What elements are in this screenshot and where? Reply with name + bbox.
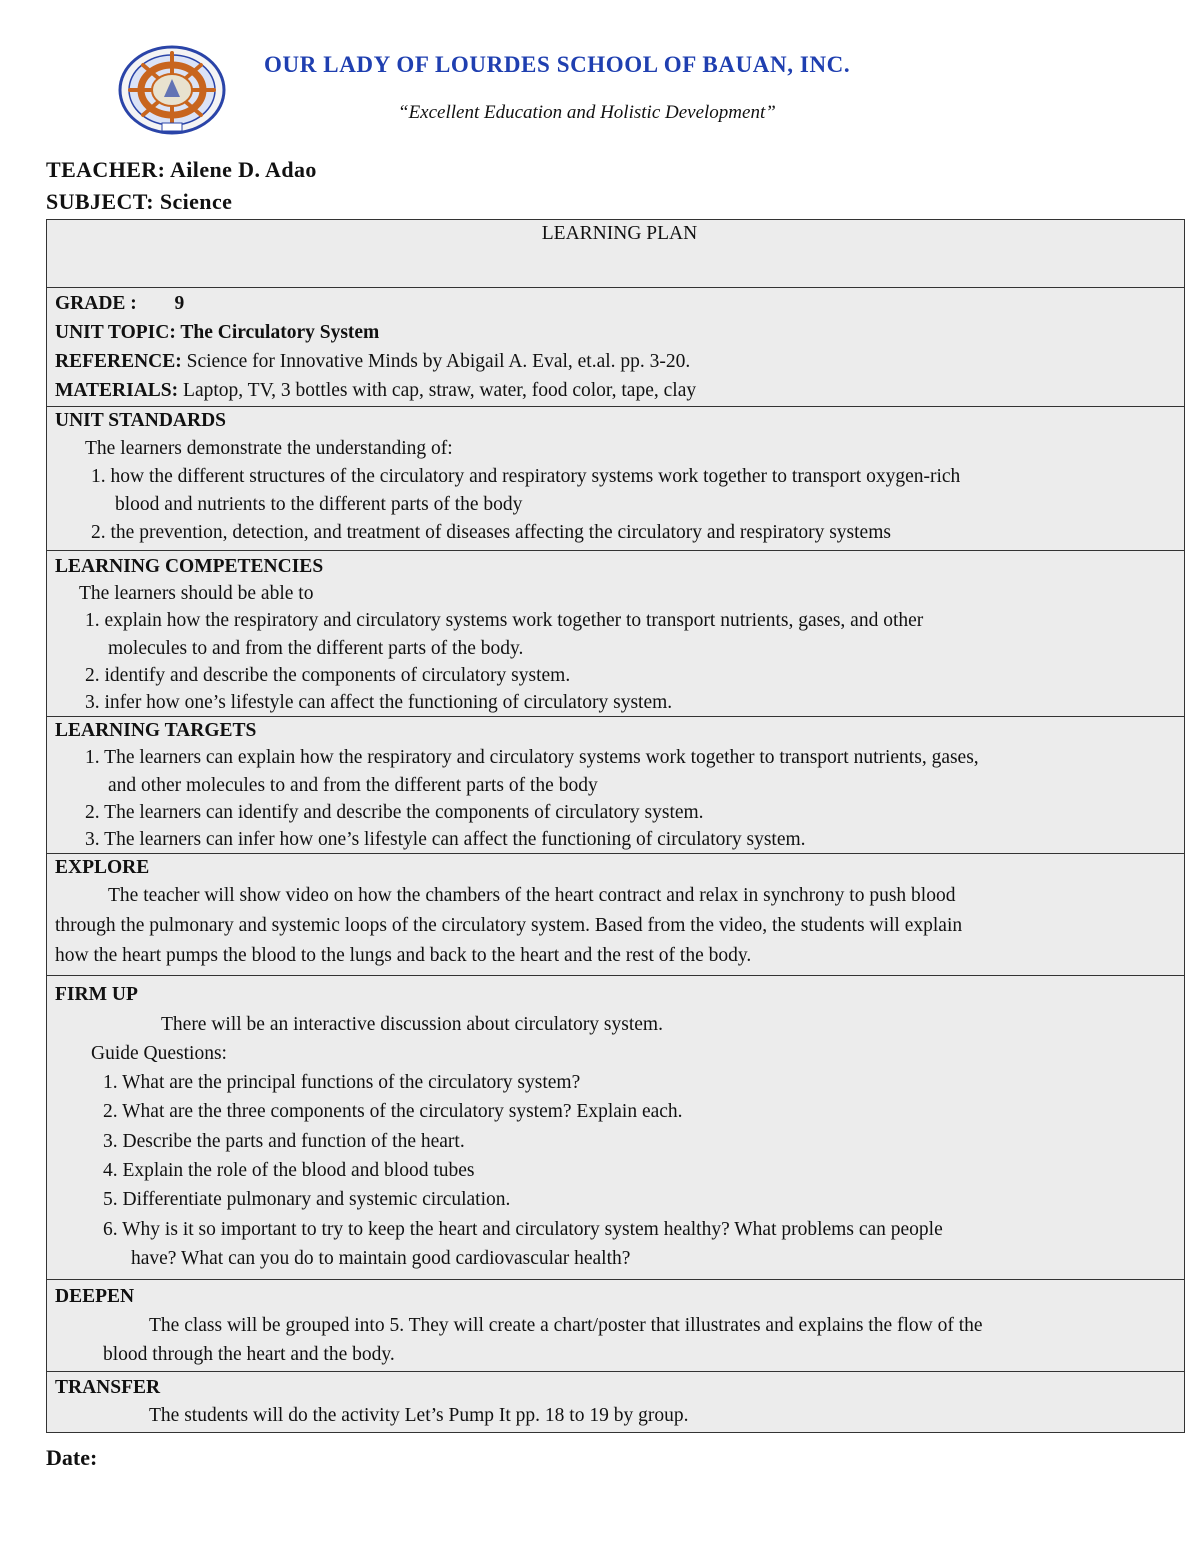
guide-questions-list bbox=[55, 1068, 1184, 1273]
teacher-line: TEACHER: Ailene D. Adao bbox=[46, 157, 317, 182]
list-text: explain how the respiratory and circulatory systems work together to transport nutrients, gases, and other bbox=[104, 610, 924, 632]
list-item bbox=[55, 1097, 1184, 1126]
explore-line-2: through the pulmonary and systemic loops of the circulatory system. Based from the video, the students will explain bbox=[55, 915, 963, 937]
list-item bbox=[55, 689, 1184, 716]
plan-title: LEARNING PLAN bbox=[541, 223, 698, 244]
reference-line bbox=[55, 348, 1184, 377]
learning-targets-cell bbox=[47, 717, 1184, 854]
grade-line bbox=[55, 289, 1184, 319]
explore-line-3: how the heart pumps the blood to the lungs and back to the heart and the rest of the body. bbox=[55, 945, 752, 967]
list-number: 3. bbox=[103, 1130, 118, 1152]
list-item bbox=[55, 1068, 1184, 1097]
list-text: Differentiate pulmonary and systemic circulation. bbox=[122, 1189, 511, 1211]
list-number: 4. bbox=[103, 1160, 118, 1182]
school-seal-logo bbox=[118, 45, 226, 135]
list-number: 2. bbox=[103, 1101, 118, 1123]
list-text: Describe the parts and function of the heart. bbox=[122, 1130, 465, 1152]
list-item bbox=[55, 744, 1184, 798]
unit-topic: UNIT TOPIC: The Circulatory System bbox=[55, 322, 380, 343]
list-number: 2. bbox=[85, 801, 100, 823]
plan-title-cell bbox=[47, 220, 1184, 288]
list-text: What are the three components of the circulatory system? Explain each. bbox=[122, 1101, 683, 1123]
list-item bbox=[55, 1215, 1184, 1274]
firm-up-intro: There will be an interactive discussion about circulatory system. bbox=[161, 1013, 663, 1035]
list-number: 1. bbox=[85, 747, 100, 769]
reference-value: Science for Innovative Minds by Abigail A. Eval, et.al. pp. 3-20. bbox=[186, 351, 691, 372]
firm-up-heading: FIRM UP bbox=[55, 984, 138, 1006]
guide-questions-label: Guide Questions: bbox=[91, 1042, 227, 1064]
list-text: identify and describe the components of circulatory system. bbox=[104, 664, 571, 686]
transfer-heading: TRANSFER bbox=[55, 1377, 161, 1399]
learning-plan-table bbox=[46, 219, 1185, 1433]
list-number: 2. bbox=[91, 522, 106, 543]
list-number: 3. bbox=[85, 829, 100, 851]
list-text-continued: blood and nutrients to the different parts of the body bbox=[115, 494, 523, 515]
list-number: 6. bbox=[103, 1218, 118, 1240]
document-header bbox=[0, 0, 1200, 150]
list-number: 5. bbox=[103, 1189, 118, 1211]
list-number: 2. bbox=[85, 664, 100, 686]
plan-info-cell bbox=[47, 288, 1184, 407]
unit-standards-intro: The learners demonstrate the understanding of: bbox=[85, 438, 453, 459]
list-text: The learners can identify and describe the components of circulatory system. bbox=[104, 801, 704, 823]
materials-value: Laptop, TV, 3 bottles with cap, straw, water, food color, tape, clay bbox=[183, 380, 697, 401]
list-text: Explain the role of the blood and blood tubes bbox=[122, 1160, 475, 1182]
transfer-cell bbox=[47, 1372, 1184, 1432]
reference-label: REFERENCE: bbox=[55, 351, 182, 372]
explore-cell bbox=[47, 854, 1184, 976]
firm-up-cell bbox=[47, 976, 1184, 1280]
list-text-continued: molecules to and from the different parts of the body. bbox=[108, 637, 524, 659]
unit-standards-heading: UNIT STANDARDS bbox=[55, 410, 227, 431]
competencies-intro: The learners should be able to bbox=[79, 583, 314, 605]
targets-list bbox=[55, 744, 1184, 853]
school-motto: “Excellent Education and Holistic Development” bbox=[398, 102, 776, 123]
grade-label: GRADE : bbox=[55, 293, 137, 314]
list-item bbox=[55, 1127, 1184, 1156]
deepen-line-1: The class will be grouped into 5. They will create a chart/poster that illustrates and explains the flow of the bbox=[149, 1315, 983, 1337]
list-text: The learners can explain how the respiratory and circulatory systems work together to transport nutrients, gases, bbox=[104, 747, 979, 769]
list-text-continued: have? What can you do to maintain good cardiovascular health? bbox=[131, 1247, 631, 1269]
targets-heading: LEARNING TARGETS bbox=[55, 720, 257, 742]
materials-label: MATERIALS: bbox=[55, 380, 179, 401]
school-name: OUR LADY OF LOURDES SCHOOL OF BAUAN, INC. bbox=[264, 52, 851, 77]
explore-line-1: The teacher will show video on how the chambers of the heart contract and relax in synchrony to push blood bbox=[108, 885, 956, 907]
competencies-heading: LEARNING COMPETENCIES bbox=[55, 556, 324, 577]
unit-standards-list bbox=[55, 463, 1184, 547]
explore-heading: EXPLORE bbox=[55, 857, 150, 879]
list-item bbox=[55, 799, 1184, 826]
list-item bbox=[55, 463, 1184, 519]
materials-line bbox=[55, 377, 1184, 405]
deepen-cell bbox=[47, 1280, 1184, 1372]
deepen-heading: DEEPEN bbox=[55, 1286, 135, 1308]
list-number: 1. bbox=[85, 610, 100, 632]
list-number: 3. bbox=[85, 692, 100, 714]
grade-value: 9 bbox=[174, 293, 185, 314]
date-label: Date: bbox=[46, 1445, 98, 1470]
list-item bbox=[55, 662, 1184, 689]
transfer-line-1: The students will do the activity Let’s Pump It pp. 18 to 19 by group. bbox=[149, 1405, 689, 1427]
list-number: 1. bbox=[91, 466, 106, 487]
list-text: Why is it so important to try to keep the heart and circulatory system healthy? What problems can people bbox=[122, 1218, 943, 1240]
list-item bbox=[55, 1156, 1184, 1185]
list-text: how the different structures of the circulatory and respiratory systems work together to transport oxygen-rich bbox=[110, 466, 961, 487]
list-item bbox=[55, 826, 1184, 853]
list-item bbox=[55, 1185, 1184, 1214]
competencies-list bbox=[55, 607, 1184, 716]
list-text: the prevention, detection, and treatment of diseases affecting the circulatory and respiratory systems bbox=[110, 522, 891, 543]
list-number: 1. bbox=[103, 1072, 118, 1094]
unit-standards-cell bbox=[47, 407, 1184, 551]
list-text-continued: and other molecules to and from the different parts of the body bbox=[108, 774, 598, 796]
list-text: infer how one’s lifestyle can affect the functioning of circulatory system. bbox=[104, 692, 673, 714]
list-text: The learners can infer how one’s lifestyle can affect the functioning of circulatory system. bbox=[104, 829, 806, 851]
list-text: What are the principal functions of the circulatory system? bbox=[122, 1072, 581, 1094]
list-item bbox=[55, 519, 1184, 547]
learning-competencies-cell bbox=[47, 551, 1184, 717]
subject-line: SUBJECT: Science bbox=[46, 189, 233, 214]
list-item bbox=[55, 607, 1184, 661]
deepen-line-2: blood through the heart and the body. bbox=[103, 1344, 395, 1366]
